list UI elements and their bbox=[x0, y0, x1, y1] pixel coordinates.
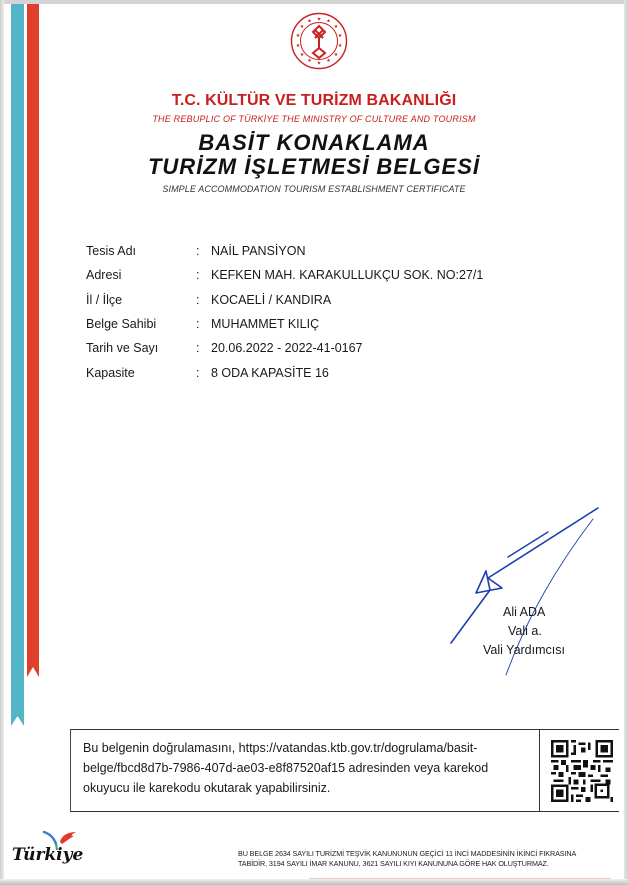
signatory-name: Ali ADA bbox=[503, 605, 546, 619]
certificate-details bbox=[86, 239, 483, 385]
detail-label: Adresi bbox=[86, 268, 122, 283]
page-edge-top bbox=[0, 0, 628, 4]
verification-box bbox=[70, 729, 619, 812]
svg-text:★: ★ bbox=[333, 52, 339, 58]
signatory-title-line2: Vali Yardımcısı bbox=[483, 643, 565, 657]
certificate-title-line2: TURİZM İŞLETMESİ BELGESİ bbox=[147, 154, 480, 179]
svg-text:★: ★ bbox=[307, 58, 312, 64]
svg-text:★: ★ bbox=[316, 16, 322, 23]
legal-line2: TABİDİR, 3194 SAYILI İMAR KANUNU, 3621 SAYILI KIYI KANUNUNA GÖRE HAK OLUŞTURMAZ. bbox=[238, 859, 549, 868]
detail-label: Tesis Adı bbox=[86, 244, 137, 259]
detail-label: Kapasite bbox=[86, 365, 135, 380]
ministry-title: T.C. KÜLTÜR VE TURİZM BAKANLIĞI bbox=[171, 92, 457, 109]
detail-separator: : bbox=[196, 341, 200, 356]
detail-value: NAİL PANSİYON bbox=[211, 244, 306, 259]
certificate-subtitle: SIMPLE ACCOMMODATION TOURISM ESTABLISHMENT CERTIFICATE bbox=[162, 184, 466, 194]
detail-label: Belge Sahibi bbox=[86, 317, 157, 332]
detail-value: KEFKEN MAH. KARAKULLUKÇU SOK. NO:27/1 bbox=[211, 268, 484, 283]
svg-text:★: ★ bbox=[307, 18, 312, 25]
legal-notice bbox=[238, 849, 576, 869]
verification-text bbox=[83, 738, 533, 798]
legal-line1: BU BELGE 2634 SAYILI TURİZMİ TEŞVİK KANUNUNUN GEÇİCİ 11 İNCİ MADDESİNİN İKİNCİ FIKRASINA bbox=[238, 849, 577, 858]
detail-row-address bbox=[86, 263, 483, 287]
svg-text:Türkiye: Türkiye bbox=[12, 845, 84, 865]
detail-row-certificate-holder bbox=[86, 312, 483, 336]
detail-value: 20.06.2022 - 2022-41-0167 bbox=[211, 341, 363, 356]
detail-value: MUHAMMET KILIÇ bbox=[211, 317, 320, 332]
detail-label: Tarih ve Sayı bbox=[86, 341, 159, 356]
svg-text:★: ★ bbox=[326, 18, 331, 25]
detail-separator: : bbox=[196, 317, 200, 332]
svg-text:★: ★ bbox=[333, 24, 339, 30]
detail-label: İl / İlçe bbox=[86, 292, 123, 307]
detail-value: 8 ODA KAPASİTE 16 bbox=[211, 365, 329, 380]
verification-line1: Bu belgenin doğrulamasını, https://vatandas.ktb.gov.tr/dogrulama/basit- bbox=[83, 741, 478, 755]
signatory-title-line1: Vali a. bbox=[508, 624, 542, 638]
svg-text:★: ★ bbox=[299, 24, 305, 30]
svg-text:★: ★ bbox=[295, 43, 301, 49]
detail-value: KOCAELİ / KANDIRA bbox=[211, 292, 332, 307]
verification-divider bbox=[539, 730, 540, 811]
svg-text:★: ★ bbox=[316, 60, 322, 67]
detail-separator: : bbox=[196, 244, 200, 259]
ministry-subtitle: THE REBUPLIC OF TÜRKİYE THE MINISTRY OF CULTURE AND TOURISM bbox=[152, 114, 476, 124]
verification-line3: okuyucu ile karekodu okutarak yapabilirsiniz. bbox=[83, 781, 331, 795]
turkiye-logo-icon bbox=[10, 826, 100, 866]
page-edge-bottom bbox=[0, 879, 628, 885]
blue-ribbon bbox=[11, 4, 25, 726]
svg-text:★: ★ bbox=[326, 58, 331, 64]
svg-text:★: ★ bbox=[337, 43, 343, 49]
qr-code-icon[interactable] bbox=[551, 740, 613, 802]
detail-separator: : bbox=[196, 292, 200, 307]
detail-row-date-number bbox=[86, 336, 483, 360]
certificate-title-line1: BASİT KONAKLAMA bbox=[198, 130, 430, 155]
detail-separator: : bbox=[196, 365, 200, 380]
detail-row-province-district bbox=[86, 288, 483, 312]
ministry-emblem-icon bbox=[290, 12, 348, 70]
svg-text:★: ★ bbox=[295, 33, 301, 39]
detail-row-capacity bbox=[86, 360, 483, 384]
detail-row-facility-name bbox=[86, 239, 483, 263]
verification-line2: belge/fbcd8d7b-7986-407d-ae03-e8f87520af15 adresinden veya karekod bbox=[83, 761, 489, 775]
footer-rule bbox=[310, 878, 610, 879]
svg-text:★: ★ bbox=[337, 33, 343, 39]
svg-text:★: ★ bbox=[299, 52, 305, 58]
detail-separator: : bbox=[196, 268, 200, 283]
